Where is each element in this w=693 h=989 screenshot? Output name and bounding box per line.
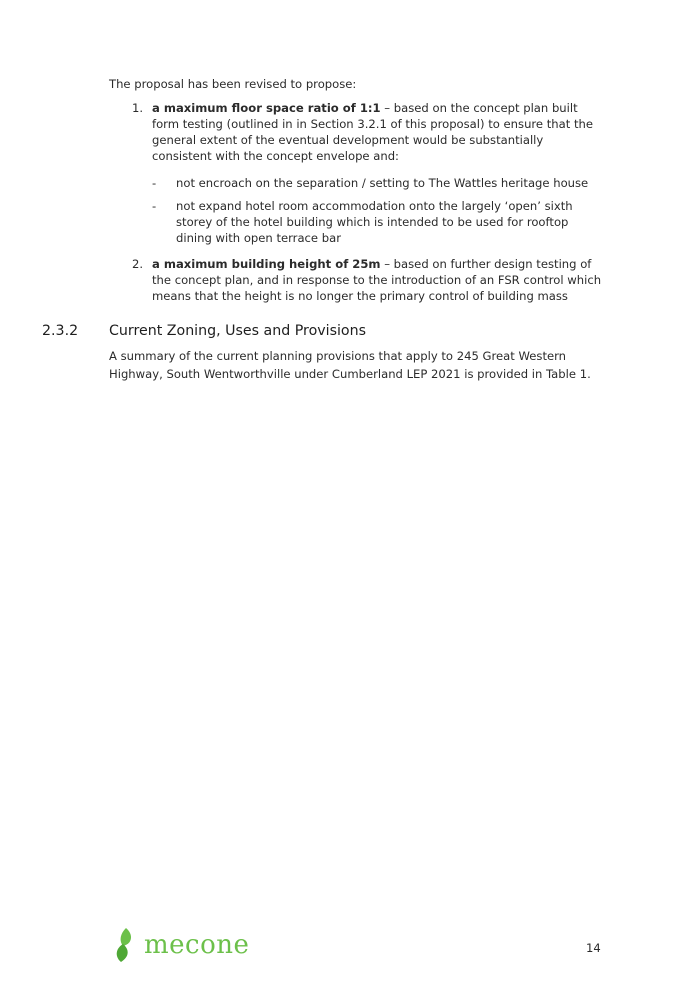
sub-list-item-hotel	[152, 198, 592, 246]
logo-text: mecone	[144, 930, 250, 960]
sub-list-item-heritage	[152, 175, 592, 191]
list-item-body: – based on the concept plan built form testing (outlined in in Section 3.2.1 of this proposal) to ensure that the general extent of the eventual development would be substantially consistent with the concept envelope and:	[152, 101, 593, 163]
list-item-floor-space-ratio	[132, 100, 602, 164]
list-item-bold: a maximum building height of 25m	[152, 257, 381, 271]
sub-list-dash: -	[152, 199, 157, 213]
page-number: 14	[586, 941, 601, 955]
sub-list-item-text: not expand hotel room accommodation onto the largely ‘open’ sixth storey of the hotel building which is intended to be used for rooftop dining with open terrace bar	[176, 199, 573, 245]
section-number: 2.3.2	[42, 323, 79, 339]
section-body: A summary of the current planning provisions that apply to 245 Great Western Highway, South Wentworthville under Cumberland LEP 2021 is provided in Table 1.	[109, 349, 591, 381]
list-item-text	[152, 256, 602, 304]
section-title: Current Zoning, Uses and Provisions	[109, 323, 366, 339]
list-item-body: – based on further design testing of the concept plan, and in response to the introduction of an FSR control which means that the height is no longer the primary control of building mass	[152, 257, 602, 303]
leaf-logo-icon	[112, 927, 138, 963]
list-item-text	[152, 100, 602, 164]
sub-list-item-text: not encroach on the separation / setting to The Wattles heritage house	[176, 176, 589, 190]
list-number: 1.	[132, 101, 144, 115]
list-item-bold: a maximum floor space ratio of 1:1	[152, 101, 381, 115]
mecone-logo	[112, 925, 249, 965]
list-item-building-height	[132, 256, 602, 304]
sub-list-dash: -	[152, 176, 157, 190]
list-number: 2.	[132, 257, 144, 271]
intro-paragraph: The proposal has been revised to propose:	[109, 77, 357, 91]
section-heading	[42, 321, 366, 341]
